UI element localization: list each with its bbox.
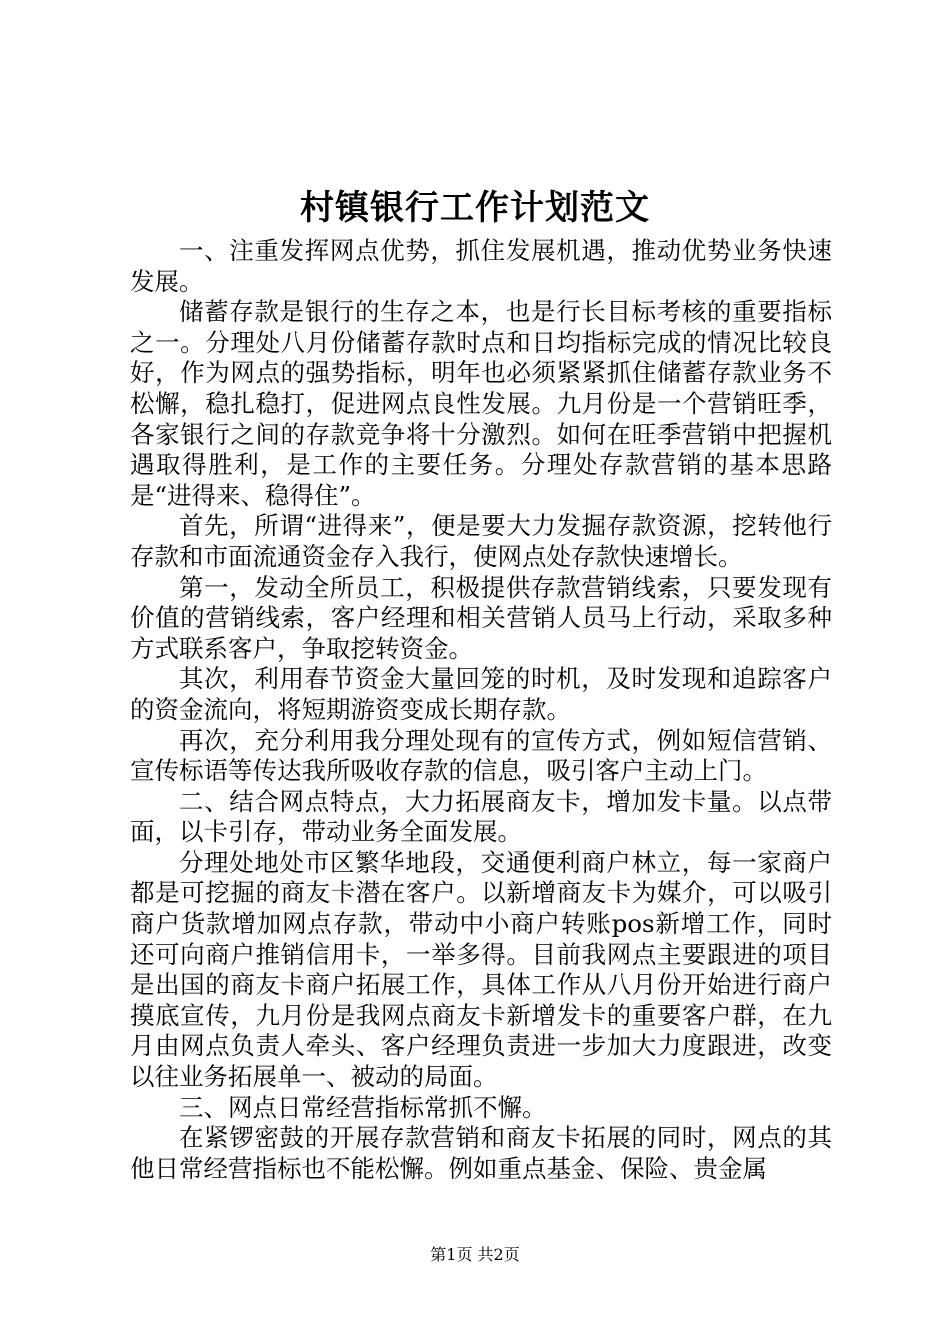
paragraph-savings-deposit: 储蓄存款是银行的生存之本，也是行长目标考核的重要指标之一。分理处八月份储蓄存款时点和日均指标完成的情况比较良好，作为网点的强势指标，明年也必须紧紧抓住储蓄存款业务不松懈，稳扎稳打，促进网点良性发展。九月份是一个营销旺季，各家银行之间的存款竞争将十分激烈。如何在旺季营销中把握机遇取得胜利，是工作的主要任务。分理处存款营销的基本思路是“进得来、稳得住”。	[130, 297, 832, 510]
paragraph-first-attract: 首先，所谓“进得来”，便是要大力发掘存款资源，挖转他行存款和市面流通资金存入我行，使网点处存款快速增长。	[130, 511, 832, 571]
paragraph-section-one-heading: 一、注重发挥网点优势，抓住发展机遇，推动优势业务快速发展。	[130, 236, 832, 296]
paragraph-publicity: 再次，充分利用我分理处现有的宣传方式，例如短信营销、宣传标语等传达我所吸收存款的信息，吸引客户主动上门。	[130, 725, 832, 786]
paragraph-section-three-heading: 三、网点日常经营指标常抓不懈。	[179, 1092, 547, 1122]
document-body	[130, 236, 832, 1184]
paragraph-daily-indicators: 在紧锣密鼓的开展存款营销和商友卡拓展的同时，网点的其他日常经营指标也不能松懈。例如重点基金、保险、贵金属	[130, 1123, 832, 1183]
document-title: 村镇银行工作计划范文	[300, 188, 650, 228]
paragraph-merchant-card: 分理处地处市区繁华地段，交通便利商户林立，每一家商户都是可挖掘的商友卡潜在客户。以新增商友卡为媒介，可以吸引商户货款增加网点存款，带动中小商户转账pos新增工作，同时还可向商户推销信用卡，一举多得。目前我网点主要跟进的项目是出国的商友卡商户拓展工作，具体工作从八月份开始进行商户摸底宣传，九月份是我网点商友卡新增发卡的重要客户群，在九月由网点负责人牵头、客户经理负责进一步加大力度跟进，改变以往业务拓展单一、被动的局面。	[130, 847, 832, 1092]
paragraph-spring-festival: 其次，利用春节资金大量回笼的时机，及时发现和追踪客户的资金流向，将短期游资变成长期存款。	[130, 664, 832, 724]
paragraph-section-two-heading: 二、结合网点特点，大力拓展商友卡，增加发卡量。以点带面，以卡引存，带动业务全面发展。	[130, 786, 832, 847]
page-number-footer: 第1页 共2页	[430, 1245, 520, 1264]
paragraph-mobilize-staff: 第一，发动全所员工，积极提供存款营销线索，只要发现有价值的营销线索，客户经理和相关营销人员马上行动，采取多种方式联系客户，争取挖转资金。	[130, 572, 832, 663]
